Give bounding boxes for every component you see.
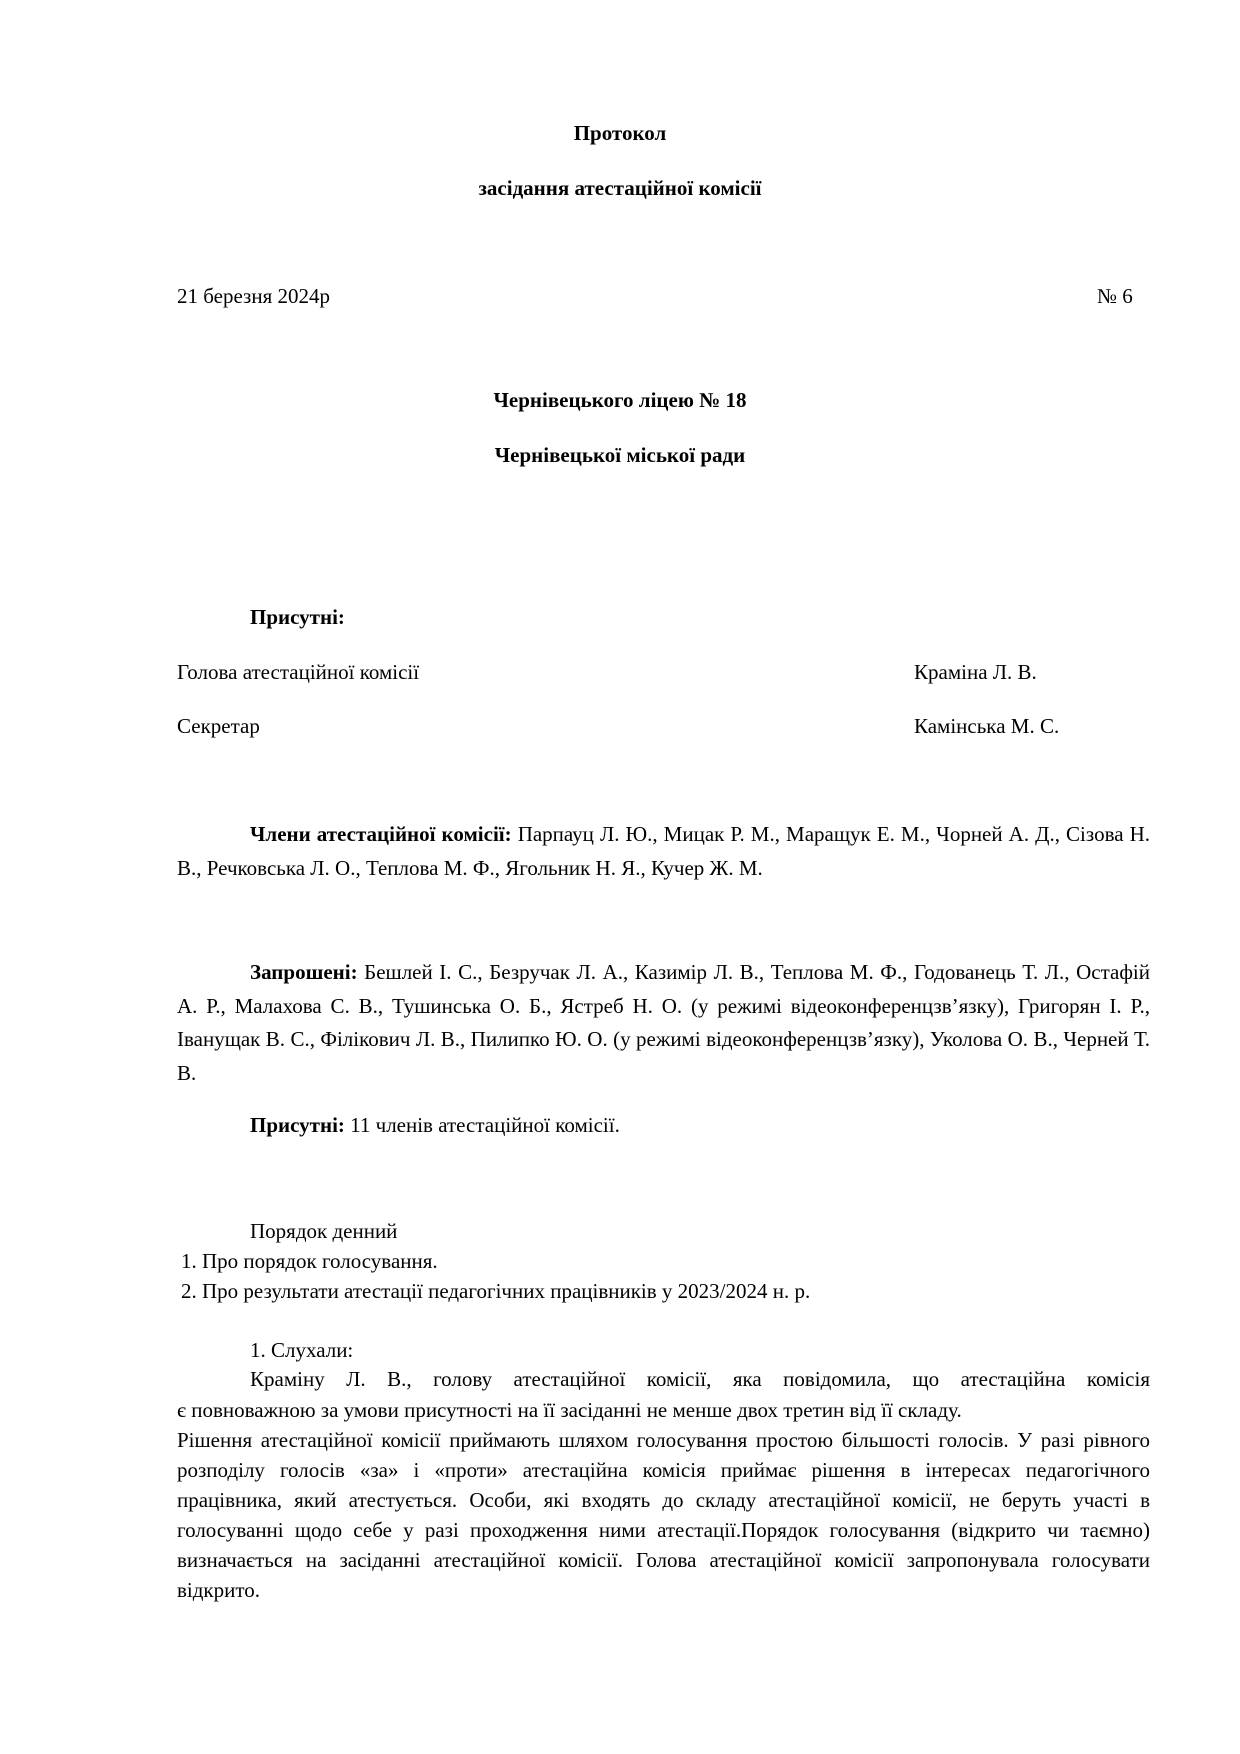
document-title: Протокол [573,121,667,145]
present-count [250,1113,620,1137]
heard-line-1-text: Краміну Л. В., голову атестаційної комісії, яка повідомила, що атестаційна комісія [250,1367,1150,1391]
members-label: Члени атестаційної комісії: [250,822,512,846]
members-paragraph [177,818,1150,885]
protocol-number: № 6 [1097,284,1133,308]
organization-name: Чернівецького ліцею № 18 [493,388,747,412]
document-subtitle: засідання атестаційної комісії [478,176,762,200]
members-list: Парпауц Л. Ю., Мицак Р. М., Маращук Е. М., Чорней А. Д., Сізова Н. В., Речковська Л. О., Теплова М. Ф., Ягольник Н. Я., Кучер Ж. М. [177,822,1151,880]
organization-council: Чернівецької міської ради [494,443,746,467]
heard-rest-paragraph: Рішення атестаційної комісії приймають шляхом голосування простою більшості голосів. У разі рівного розподілу голосів «за» і «проти» атестаційна комісія приймає рішення в інтересах педагогічного працівника, який атестується. Особи, які входять до складу атестаційної комісії, не беруть участі в голосуванні щодо себе у разі проходження ними атестації.Порядок голосування (відкрито чи таємно) визначається на засіданні атестаційної комісії. Голова атестаційної комісії запропонувала голосувати відкрито. [177,1428,1150,1602]
agenda-title: Порядок денний [250,1219,398,1243]
invited-list: Бешлей І. С., Безручак Л. А., Казимір Л. В., Теплова М. Ф., Годованець Т. Л., Остафій А. Р., Малахова С. В., Тушинська О. Б., Ястреб Н. О. (у режимі відеоконференцзв’язку), Григорян І. Р., Іванущак В. С., Філікович Л. В., Пилипко Ю. О. (у режимі відеоконференцзв’язку), Уколова О. В., Черней Т. В. [177,960,1150,1085]
present-heading: Присутні: [250,605,345,629]
chair-name: Краміна Л. В. [914,660,1037,684]
present-count-label: Присутні: [250,1113,345,1137]
agenda-item: 1. Про порядок голосування. [181,1249,438,1273]
present-count-text: 11 членів атестаційної комісії. [350,1113,620,1137]
agenda-item: 2. Про результати атестації педагогічних працівників у 2023/2024 н. р. [181,1279,811,1303]
heard-line-1 [177,1364,1150,1394]
heard-label: 1. Слухали: [250,1338,354,1362]
heard-line-2: є повноважною за умови присутності на її засіданні не менше двох третин від її складу. [177,1398,962,1422]
protocol-date: 21 березня 2024р [177,284,330,308]
invited-paragraph [177,956,1150,1090]
secretary-name: Камінська М. С. [914,714,1060,738]
secretary-role: Секретар [177,714,260,738]
invited-label: Запрошені: [250,960,358,984]
chair-role: Голова атестаційної комісії [177,660,420,684]
